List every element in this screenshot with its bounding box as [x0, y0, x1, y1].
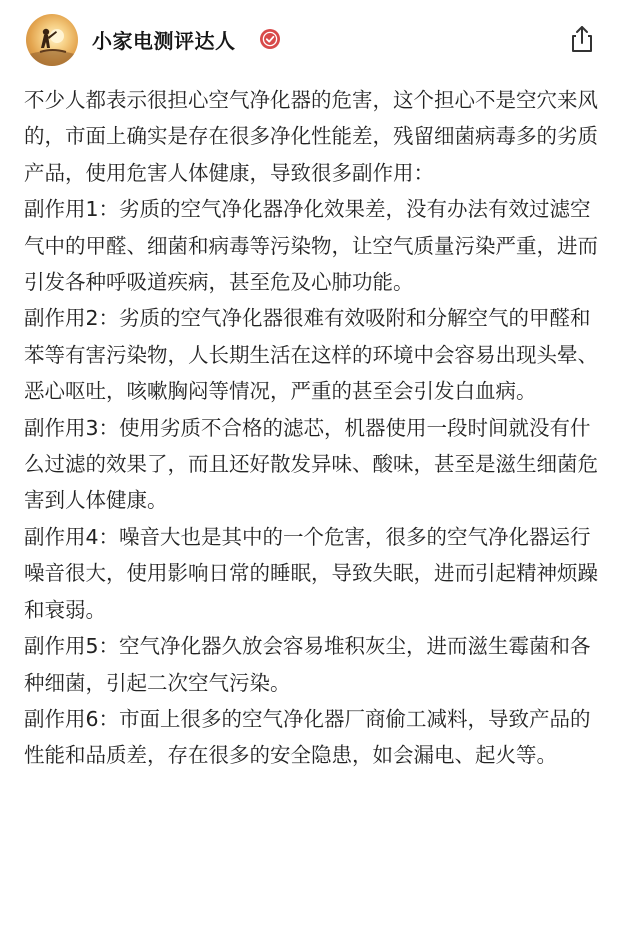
avatar-image [26, 14, 78, 66]
post-paragraph-side-effect-2: 副作用2：劣质的空气净化器很难有效吸附和分解空气的甲醛和苯等有害污染物，人长期生活在这样的环境中会容易出现头晕、恶心呕吐，咳嗽胸闷等情况，严重的甚至会引发白血病。 [24, 306, 598, 404]
author-name[interactable]: 小家电测评达人 [92, 29, 236, 53]
post-header [0, 0, 621, 80]
post-paragraph-side-effect-5: 副作用5：空气净化器久放会容易堆积灰尘，进而滋生霉菌和各种细菌，引起二次空气污染。 [24, 634, 591, 695]
author-avatar[interactable] [26, 14, 78, 66]
post-paragraph-intro: 不少人都表示很担心空气净化器的危害，这个担心不是空穴来风的，市面上确实是存在很多净化性能差，残留细菌病毒多的劣质产品，使用危害人体健康，导致很多副作用： [24, 88, 598, 185]
post-paragraph-side-effect-3: 副作用3：使用劣质不合格的滤芯，机器使用一段时间就没有什么过滤的效果了，而且还好散发异味、酸味，甚至是滋生细菌危害到人体健康。 [24, 415, 598, 513]
share-icon[interactable] [567, 24, 597, 54]
post-paragraph-side-effect-1: 副作用1：劣质的空气净化器净化效果差，没有办法有效过滤空气中的甲醛、细菌和病毒等污染物，让空气质量污染严重，进而引发各种呼吸道疾病，甚至危及心肺功能。 [24, 197, 598, 295]
post-paragraph-side-effect-6: 副作用6：市面上很多的空气净化器厂商偷工减料，导致产品的性能和品质差，存在很多的安全隐患，如会漏电、起火等。 [24, 706, 591, 768]
post-paragraph-side-effect-4: 副作用4：噪音大也是其中的一个危害，很多的空气净化器运行噪音很大，使用影响日常的睡眠，导致失眠，进而引起精神烦躁和衰弱。 [24, 524, 598, 622]
verified-badge-icon [259, 28, 281, 50]
post-body [24, 82, 606, 774]
